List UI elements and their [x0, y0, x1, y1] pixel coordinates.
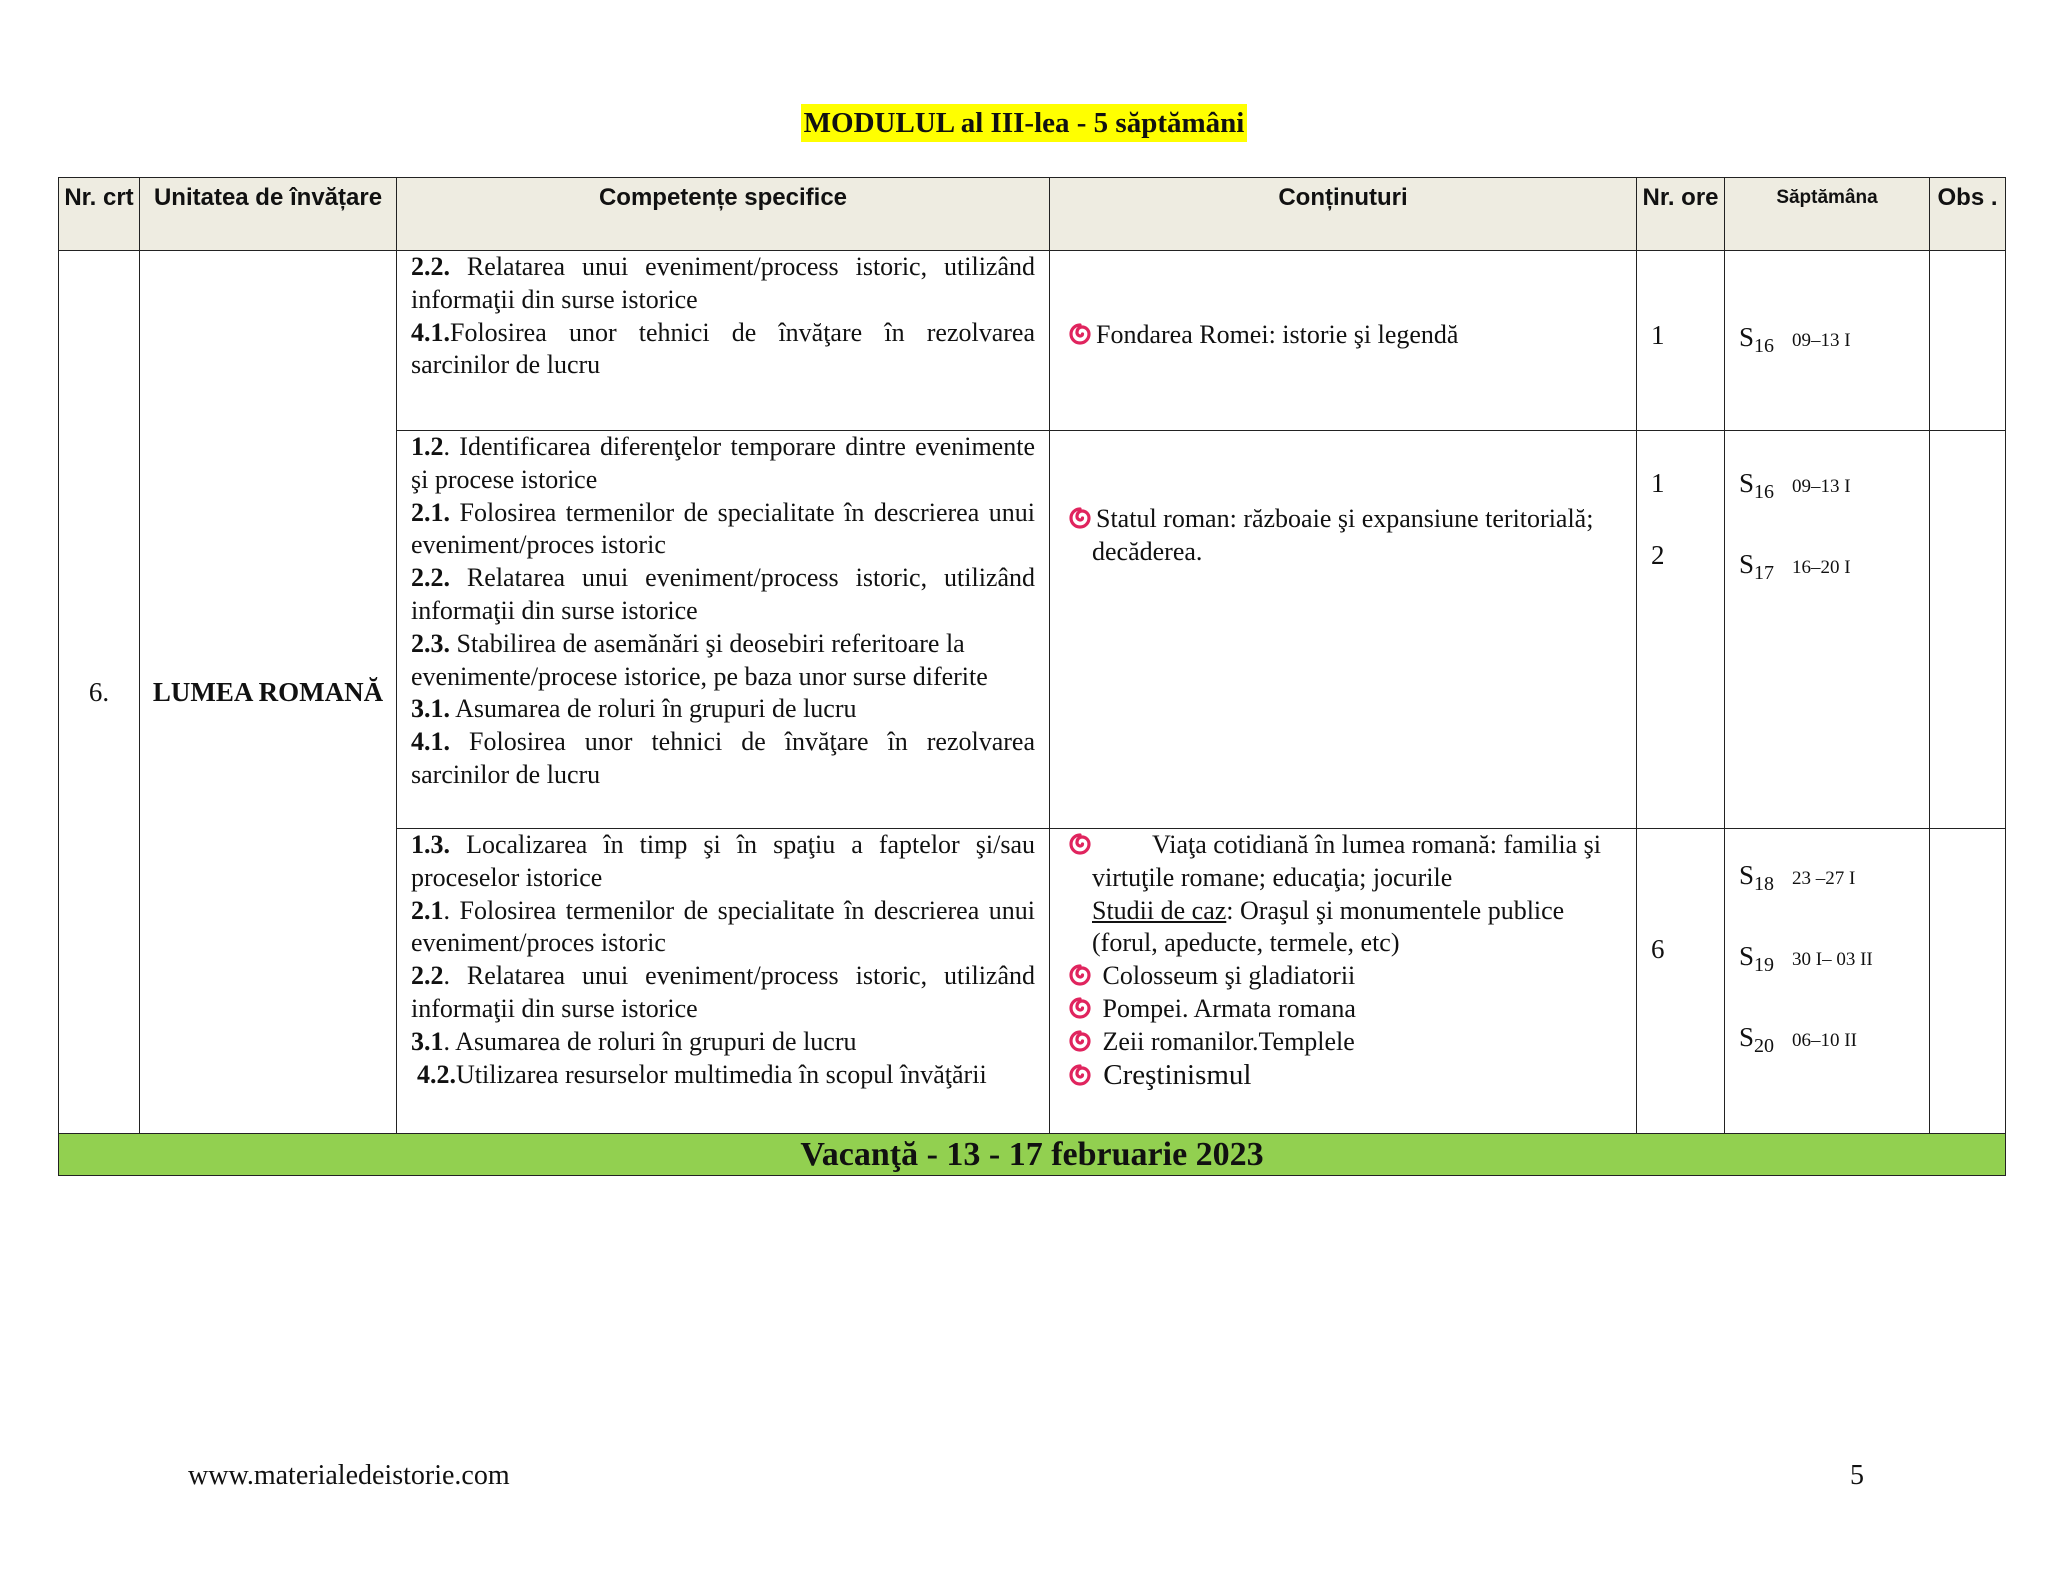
comp-code: 1.2 — [411, 432, 444, 461]
comp-text: . Asumarea de roluri în grupuri de lucru — [443, 1026, 857, 1056]
week-entry — [1739, 859, 1929, 900]
planning-table — [58, 177, 2006, 1176]
header-hours: Nr. ore — [1637, 178, 1725, 251]
week-entry — [1739, 321, 1929, 362]
comp-code: 2.2 — [411, 961, 444, 991]
table-row — [59, 251, 2006, 431]
module-title: MODULUL al III-lea - 5 săptămâni — [801, 104, 1248, 142]
footer-page-number: 5 — [1850, 1460, 1864, 1491]
week-label: S — [1739, 468, 1755, 498]
unit-name: LUMEA ROMANĂ — [140, 251, 397, 1134]
contents-cell — [1050, 829, 1637, 1134]
week-cell — [1725, 829, 1930, 1134]
header-unit: Unitatea de învățare — [140, 178, 397, 251]
competences-cell — [397, 251, 1050, 431]
contents-cell — [1050, 431, 1637, 829]
hours-value: 2 — [1651, 540, 1665, 570]
comp-text: . Relatarea unui eveniment/process istoric, utilizând informaţii din surse istorice — [411, 961, 1035, 1023]
week-number: 20 — [1754, 1035, 1775, 1057]
comp-code: 2.2. — [411, 563, 450, 593]
header-row — [59, 178, 2006, 251]
comp-code: 2.2. — [411, 252, 450, 281]
week-dates: 16–20 I — [1792, 557, 1851, 578]
row-number: 6. — [59, 251, 140, 1134]
content-item: Zeii romanilor.Templele — [1102, 1026, 1355, 1056]
comp-text: . Identificarea diferenţelor temporare dintre evenimente şi procese istorice — [411, 432, 1035, 494]
obs-cell — [1930, 251, 2006, 431]
week-label: S — [1739, 322, 1755, 352]
week-entry — [1739, 548, 1929, 589]
hours-cell — [1637, 431, 1725, 829]
week-dates: 09–13 I — [1792, 476, 1851, 497]
hours-value: 6 — [1651, 934, 1665, 964]
comp-code: 1.3. — [411, 830, 450, 859]
header-contents: Conținuturi — [1050, 178, 1637, 251]
week-label: S — [1739, 1022, 1755, 1052]
comp-text: Relatarea unui eveniment/process istoric, utilizând informaţii din surse istorice — [411, 252, 1035, 314]
contents-cell — [1050, 251, 1637, 431]
week-entry — [1739, 940, 1929, 981]
vacation-row — [59, 1134, 2006, 1176]
comp-code: 3.1. — [411, 694, 450, 724]
case-study-label: Studii de caz — [1092, 895, 1227, 925]
comp-text: Folosirea unor tehnici de învăţare în rezolvarea sarcinilor de lucru — [411, 727, 1035, 789]
week-dates: 23 –27 I — [1792, 868, 1856, 889]
spiral-bullet-icon — [1068, 963, 1092, 987]
comp-text: Asumarea de roluri în grupuri de lucru — [450, 694, 857, 724]
content-item: Pompei. Armata romana — [1102, 993, 1356, 1023]
week-dates: 06–10 II — [1792, 1030, 1857, 1051]
content-item: Viaţa cotidiană în lumea romană: familia şi virtuţile romane; educaţia; jocurile — [1092, 830, 1601, 892]
spiral-bullet-icon — [1068, 832, 1092, 856]
comp-text: . Folosirea termenilor de specialitate în descrierea unui eveniment/proces istoric — [411, 895, 1035, 958]
comp-code: 2.1 — [411, 895, 444, 925]
week-number: 19 — [1754, 954, 1775, 976]
comp-text: Localizarea în timp şi în spaţiu a faptelor şi/sau proceselor istorice — [411, 830, 1035, 892]
obs-cell — [1930, 829, 2006, 1134]
comp-code: 2.3. — [411, 628, 450, 658]
spiral-bullet-icon — [1068, 506, 1092, 530]
week-number: 18 — [1754, 873, 1775, 895]
spiral-bullet-icon — [1068, 996, 1092, 1020]
spiral-bullet-icon — [1068, 1029, 1092, 1053]
header-obs: Obs . — [1930, 178, 2006, 251]
comp-code: 3.1 — [411, 1026, 444, 1056]
comp-text: Utilizarea resurselor multimedia în scopul învăţării — [456, 1059, 987, 1089]
header-competences: Competențe specifice — [397, 178, 1050, 251]
case-study-text: : Oraşul şi monumentele publice (forul, apeducte, termele, etc) — [1092, 895, 1565, 958]
comp-code: 4.1. — [411, 317, 450, 347]
hours-value: 1 — [1651, 320, 1665, 350]
week-entry — [1739, 1021, 1929, 1062]
content-item: Fondarea Romei: istorie şi legendă — [1096, 320, 1459, 349]
week-entry — [1739, 467, 1929, 508]
content-item: Statul roman: războaie şi expansiune teritorială; decăderea. — [1092, 504, 1594, 566]
comp-code: 4.2. — [417, 1059, 456, 1089]
title-wrap — [0, 104, 2048, 142]
comp-text: Folosirea unor tehnici de învăţare în rezolvarea sarcinilor de lucru — [411, 317, 1035, 380]
spiral-bullet-icon — [1068, 1063, 1092, 1087]
comp-text: Stabilirea de asemănări şi deosebiri referitoare la evenimente/procese istorice, pe baza unor surse diferite — [411, 628, 988, 691]
week-dates: 30 I– 03 II — [1792, 949, 1873, 970]
week-number: 17 — [1754, 562, 1775, 584]
spiral-bullet-icon — [1068, 322, 1092, 346]
obs-cell — [1930, 431, 2006, 829]
content-item: Colosseum şi gladiatorii — [1102, 961, 1356, 991]
week-label: S — [1739, 941, 1755, 971]
week-cell — [1725, 431, 1930, 829]
footer-website: www.materialedeistorie.com — [188, 1460, 510, 1491]
week-cell — [1725, 251, 1930, 431]
week-label: S — [1739, 860, 1755, 890]
competences-cell — [397, 431, 1050, 829]
header-week: Săptămâna — [1725, 178, 1930, 251]
comp-code: 2.1. — [411, 497, 450, 527]
hours-cell — [1637, 251, 1725, 431]
comp-text: Relatarea unui eveniment/process istoric, utilizând informaţii din surse istorice — [411, 563, 1035, 625]
week-number: 16 — [1754, 335, 1775, 357]
content-item: Creştinismul — [1103, 1058, 1252, 1091]
week-number: 16 — [1754, 481, 1775, 503]
week-dates: 09–13 I — [1792, 330, 1851, 351]
comp-text: Folosirea termenilor de specialitate în descrierea unui eveniment/proces istoric — [411, 497, 1035, 560]
header-nr: Nr. crt — [59, 178, 140, 251]
comp-code: 4.1. — [411, 727, 450, 757]
week-label: S — [1739, 549, 1755, 579]
vacation-banner: Vacanţă - 13 - 17 februarie 2023 — [59, 1134, 2006, 1176]
hours-cell — [1637, 829, 1725, 1134]
hours-value: 1 — [1651, 468, 1665, 498]
competences-cell — [397, 829, 1050, 1134]
